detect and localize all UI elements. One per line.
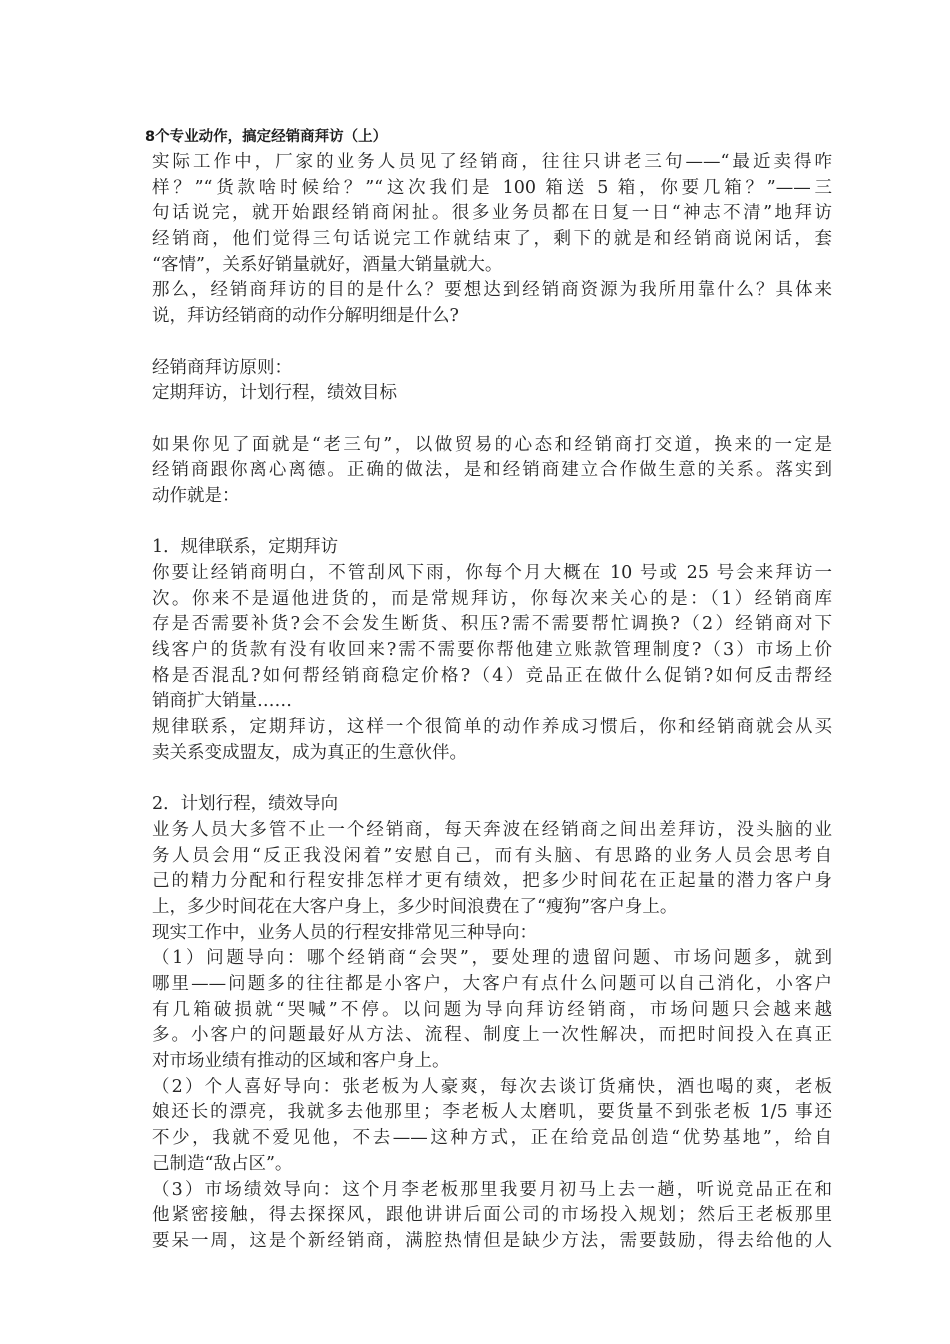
text-line: 不少，我就不爱见他，不去——这种方式，正在给竞品创造“优势基地”，给自 — [152, 1128, 832, 1149]
blank-line — [152, 330, 832, 356]
text-line: 现实工作中，业务人员的行程安排常见三种导向： — [152, 922, 537, 943]
text-line: 定期拜访，计划行程，绩效目标 — [152, 383, 397, 404]
text-line: 实际工作中，厂家的业务人员见了经销商，往往只讲老三句——“最近卖得咋 — [152, 152, 832, 172]
text-line: （2）个人喜好导向：张老板为人豪爽，每次去谈订货痛快，酒也喝的爽，老板 — [152, 1076, 832, 1097]
text-line: 动作就是： — [152, 485, 240, 506]
text-line: 有几箱破损就“哭喊”不停。以问题为导向拜访经销商，市场问题只会越来越 — [152, 999, 832, 1020]
text-line: 你要让经销商明白，不管刮风下雨，你每个月大概在 10 号或 25 号会来拜访一 — [152, 563, 832, 583]
text-line: 要呆一周，这是个新经销商，满腔热情但是缺少方法，需要鼓励，得去给他的人 — [152, 1230, 832, 1251]
text-line: 规律联系，定期拜访，这样一个很简单的动作养成习惯后，你和经销商就会从买 — [152, 717, 832, 738]
text-line: 如果你见了面就是“老三句”，以做贸易的心态和经销商打交道，换来的一定是 — [152, 434, 832, 455]
text-line: 经销商，他们觉得三句话说完工作就结束了，剩下的就是和经销商说闲话，套 — [152, 229, 832, 250]
text-line: 对市场业绩有推动的区域和客户身上。 — [152, 1051, 450, 1072]
text-line: 1．规律联系，定期拜访 — [152, 537, 339, 558]
text-line: 样？”“货款啥时候给？”“这次我们是 100 箱送 5 箱，你要几箱？”——三 — [152, 177, 832, 198]
text-line: 经销商跟你离心离德。正确的做法，是和经销商建立合作做生意的关系。落实到 — [152, 460, 832, 481]
blank-line — [152, 510, 832, 536]
text-line: 那么，经销商拜访的目的是什么？要想达到经销商资源为我所用靠什么？具体来 — [152, 280, 832, 301]
blank-line — [152, 407, 832, 433]
text-line: 他紧密接触，得去探探风，跟他讲讲后面公司的市场投入规划；然后王老板那里 — [152, 1205, 832, 1226]
text-line: 说，拜访经销商的动作分解明细是什么? — [152, 306, 459, 327]
text-line: 销商扩大销量…… — [152, 691, 292, 712]
text-line: 哪里——问题多的往往都是小客户，大客户有点什么问题可以自己消化，小客户 — [152, 974, 832, 994]
text-line: 己的精力分配和行程安排怎样才更有绩效，把多少时间花在正起量的潜力客户身 — [152, 871, 832, 892]
text-line: 上，多少时间花在大客户身上，多少时间浪费在了“瘦狗”客户身上。 — [152, 896, 678, 917]
text-line: （3）市场绩效导向：这个月李老板那里我要月初马上去一趟，听说竞品正在和 — [152, 1179, 832, 1200]
text-line: 娘还长的漂亮，我就多去他那里；李老板人太磨叽，要货量不到张老板 1/5 事还 — [152, 1102, 832, 1123]
text-line: 多。小客户的问题最好从方法、流程、制度上一次性解决，而把时间投入在真正 — [152, 1025, 832, 1046]
text-line: 次。你来不是逼他进货的，而是常规拜访，你每次来关心的是：（1）经销商库 — [152, 588, 832, 609]
text-line: 业务人员大多管不止一个经销商，每天奔波在经销商之间出差拜访，没头脑的业 — [152, 819, 832, 840]
text-line: 己制造“敌占区”。 — [152, 1153, 293, 1174]
text-line: 线客户的货款有没有收回来?需不需要你帮他建立账款管理制度?（3）市场上价 — [152, 640, 832, 661]
document-body — [152, 150, 832, 1255]
text-line: （1）问题导向：哪个经销商“会哭”，要处理的遗留问题、市场问题多，就到 — [152, 948, 832, 969]
text-line: “客情”，关系好销量就好，酒量大销量就大。 — [152, 254, 503, 275]
text-line: 句话说完，就开始跟经销商闲扯。很多业务员都在日复一日“神志不清”地拜访 — [152, 203, 832, 224]
text-line: 卖关系变成盟友，成为真正的生意伙伴。 — [152, 742, 467, 763]
text-line: 务人员会用“反正我没闲着”安慰自己，而有头脑、有思路的业务人员会思考自 — [152, 845, 832, 866]
text-line: 2．计划行程，绩效导向 — [152, 794, 339, 815]
text-line: 存是否需要补货?会不会发生断货、积压?需不需要帮忙调换?（2）经销商对下 — [152, 614, 832, 635]
document-title: 8个专业动作，搞定经销商拜访（上） — [145, 129, 388, 145]
text-line: 经销商拜访原则： — [152, 357, 292, 378]
blank-line — [152, 767, 832, 793]
text-line: 格是否混乱?如何帮经销商稳定价格?（4）竞品正在做什么促销?如何反击帮经 — [152, 665, 832, 686]
